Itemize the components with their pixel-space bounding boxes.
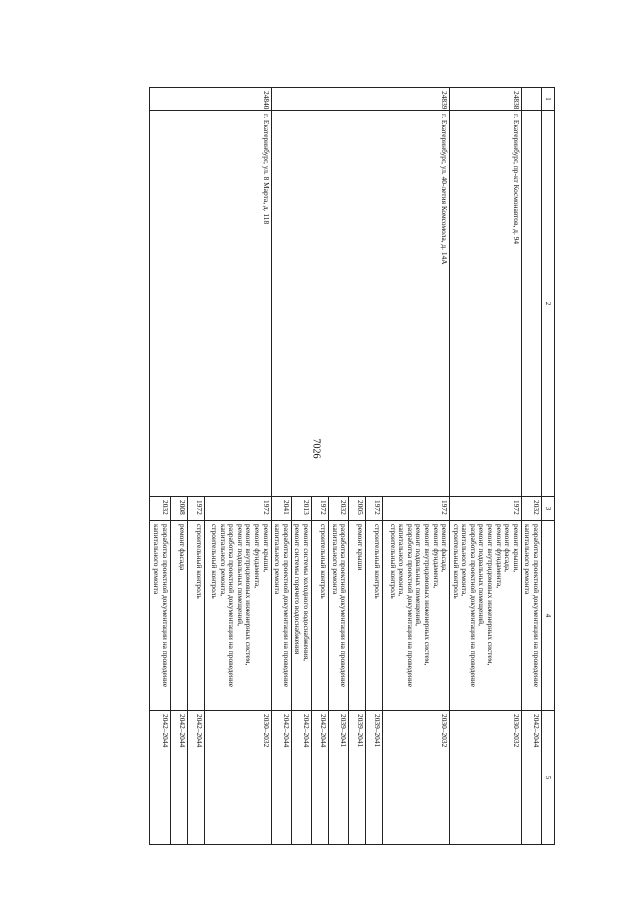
entry-id-cell: 24838. (450, 88, 522, 111)
work-item: строительный контроль (388, 524, 398, 599)
period-cell: 2030–2032 (204, 711, 271, 845)
work-item: ремонт крыши, (261, 524, 271, 573)
period-cell: 2039–2041 (349, 711, 366, 845)
header-cell: 2 (541, 111, 554, 497)
works-cell (328, 521, 348, 711)
period-cell: 2042–2044 (521, 711, 541, 845)
work-item: ремонт фасада (177, 524, 187, 571)
year-cell: 2008 (170, 497, 187, 521)
period-cell: 2030–2032 (383, 711, 450, 845)
works-cell (271, 521, 291, 711)
works-cell (521, 521, 541, 711)
period-cell: 2030–2032 (450, 711, 522, 845)
work-item: строительный контроль (373, 524, 383, 599)
work-item: разработка проектной документации на проведение капитального ремонта (330, 524, 349, 688)
year-cell: 2041 (271, 497, 291, 521)
address-cell (521, 111, 541, 497)
year-cell: 2013 (291, 497, 311, 521)
year-cell: 1972 (311, 497, 328, 521)
period-cell: 2042–2044 (291, 711, 311, 845)
year-cell: 2005 (349, 497, 366, 521)
work-item: ремонт подвальных помещений, (414, 524, 424, 626)
entry-id-cell: 24840. (150, 88, 271, 111)
address-cell: г. Екатеринбург, ул. 40-летия Комсомола, д. 14А (271, 111, 449, 497)
work-item: разработка проектной документации на проведение капитального ремонта, (397, 524, 415, 688)
year-cell: 1972 (187, 497, 204, 521)
works-cell (291, 521, 311, 711)
period-cell: 2039–2041 (328, 711, 348, 845)
work-item: ремонт внутридомовых инженерных систем, (486, 524, 495, 666)
header-cell: 5 (541, 711, 554, 845)
works-cell (349, 521, 366, 711)
entry-id-cell: 24839. (271, 88, 449, 111)
works-cell (170, 521, 187, 711)
work-item: ремонт фундамента, (431, 524, 441, 589)
work-item: ремонт системы горячего водоснабжения (293, 524, 303, 655)
work-item: ремонт фундамента, (253, 524, 263, 589)
address-cell: г. Екатеринбург, ул. 8 Марта, д. 118 (150, 111, 271, 497)
repair-schedule-table (149, 87, 555, 845)
entry-id-cell (521, 88, 541, 111)
header-cell: 3 (541, 497, 554, 521)
work-item: ремонт внутридомовых инженерных систем, (244, 524, 254, 666)
work-item: строительный контроль (194, 524, 204, 599)
year-cell: 2032 (328, 497, 348, 521)
page-number: 7026 (310, 438, 322, 459)
work-item: разработка проектной документации на проведение капитального ремонта (273, 524, 291, 688)
period-cell: 2042–2044 (311, 711, 328, 845)
table-row (450, 88, 522, 845)
work-item: разработка проектной документации на проведение капитального ремонта (523, 524, 541, 688)
work-item: строительный контроль (318, 524, 328, 599)
period-cell: 2042–2044 (271, 711, 291, 845)
works-cell (204, 521, 271, 711)
year-cell: 2032 (150, 497, 170, 521)
work-item: строительный контроль (451, 524, 461, 599)
table-row (204, 88, 271, 845)
period-cell: 2042–2044 (150, 711, 170, 845)
work-item: ремонт системы холодного водоснабжения, (301, 524, 311, 661)
address-cell: г. Екатеринбург, пр-кт Космонавтов, д. 94 (450, 111, 522, 497)
works-cell (450, 521, 522, 711)
work-item: разработка проектной документации на проведение капитального ремонта, (460, 524, 478, 688)
period-cell: 2042–2044 (187, 711, 204, 845)
work-item: ремонт крыши (356, 524, 366, 571)
work-item: разработка проектной документации на проведение капитального ремонта (152, 524, 170, 688)
header-cell: 1 (541, 88, 554, 111)
works-cell (366, 521, 383, 711)
work-item: строительный контроль (210, 524, 220, 599)
header-row (541, 88, 554, 845)
work-item: разработка проектной документации на проведение капитального ремонта, (218, 524, 237, 688)
work-item: ремонт фундамента, (494, 524, 504, 589)
works-cell (383, 521, 450, 711)
header-cell: 4 (541, 521, 554, 711)
works-cell (311, 521, 328, 711)
work-item: ремонт крыши, (511, 524, 521, 573)
work-item: ремонт фасада, (440, 524, 450, 572)
year-cell: 2032 (521, 497, 541, 521)
rotated-table-container (88, 87, 555, 844)
table-row (521, 88, 541, 845)
work-item: ремонт подвальных помещений, (235, 524, 245, 626)
work-item: ремонт подвальных помещений, (477, 524, 487, 626)
year-cell: 1972 (450, 497, 522, 521)
works-cell (187, 521, 204, 711)
year-cell: 1972 (383, 497, 450, 521)
work-item: ремонт внутридомовых инженерных систем, (422, 524, 432, 666)
table-row (383, 88, 450, 845)
year-cell: 1972 (366, 497, 383, 521)
period-cell: 2042–2044 (170, 711, 187, 845)
work-item: ремонт фасада, (503, 524, 513, 572)
works-cell (150, 521, 170, 711)
period-cell: 2039–2041 (366, 711, 383, 845)
year-cell: 1972 (204, 497, 271, 521)
